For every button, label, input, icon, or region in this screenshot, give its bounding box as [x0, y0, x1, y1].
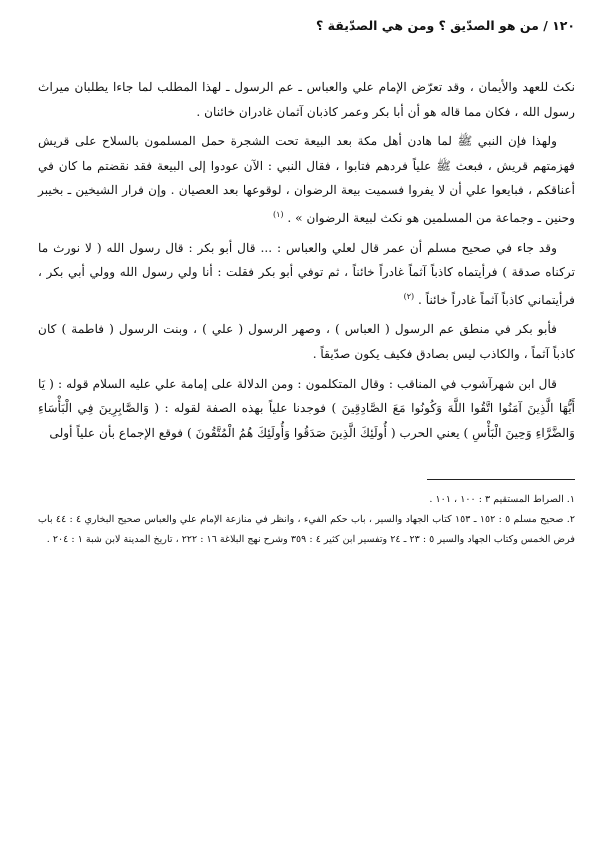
page-header: ١٢٠ / من هو الصدّيق ؟ ومن هي الصدّيقة ؟	[316, 18, 575, 33]
paragraph-2	[38, 129, 575, 230]
paragraph-2-text: ولهذا فإن النبي ﷺ لما هادن أهل مكة بعد البيعة تحت الشجرة حمل المسلمون بالسلاح على قريش فهزمتهم قريش ، فبعث ﷺ علياً فردهم فتابوا ، فقال النبي : الآن عودوا إلى البيعة فقد نقضتم ما كان في أعناقكم ، فبايعوا علي أن لا يفروا فسميت بيعة الرضوان ، لوقوعها بعد العصيان . وإن فرار الشيخين ـ بخيبر وحنين ـ وجماعة من المسلمين هو نكث لبيعة الرضوان » .	[38, 134, 575, 226]
footnote-1: ١. الصراط المستقيم ٣ : ١٠٠ ، ١٠١ .	[429, 494, 575, 506]
footnote-ref-1: (١)	[272, 209, 284, 219]
footnote-divider	[427, 479, 575, 480]
paragraph-3-text: وقد جاء في صحيح مسلم أن عمر قال لعلي والعباس : ... قال أبو بكر : قال رسول الله ( لا نورث ما تركناه صدقة ) فرأيتماه كاذباً آثماً غادراً خائناً ، ثم توفي أبو بكر فقلت : أنا ولي رسول الله وولي أبي بكر ، فرأيتماني كاذباً آثماً غادراً خائناً .	[38, 240, 575, 307]
footnote-ref-2: (٢)	[403, 291, 415, 301]
paragraph-1: نكث للعهد والأيمان ، وقد تعرّض الإمام علي والعباس ـ عم الرسول ـ لهذا المطلب لما جاءا يطلبان ميراث رسول الله ، فكان مما قاله هو أن أبا بكر وعمر كاذبان آثمان غادران خائنان .	[38, 80, 575, 119]
paragraph-5: قال ابن شهرآشوب في المناقب : وقال المتكلمون : ومن الدلالة على إمامة علي عليه السلام قوله : ( يَا أَيُّهَا الَّذِينَ آمَنُوا اتَّقُوا اللَّهَ وَكُونُوا مَعَ الصَّادِقِينَ ) فوجدنا علياً بهذه الصفة لقوله : ( وَالصَّابِرِينَ فِي الْبَأْسَاءِ وَالضَّرَّاءِ وَحِينَ الْبَأْسِ ) يعني الحرب ( أُولَئِكَ الَّذِينَ صَدَقُوا وَأُولَئِكَ هُمُ الْمُتَّقُونَ ) فوقع الإجماع بأن علياً أولى	[38, 376, 575, 440]
paragraph-4: فأبو بكر في منطق عم الرسول ( العباس ) ، وصهر الرسول ( علي ) ، وبنت الرسول ( فاطمة ) كان كاذباً آثماً ، والكاذب ليس بصادق فكيف يكون صدّيقاً .	[38, 322, 575, 362]
footnotes	[38, 490, 575, 550]
footnote-2: ٢. صحيح مسلم ٥ : ١٥٢ ـ ١٥٣ كتاب الجهاد والسير ، باب حكم الفيء ، وانظر في منازعة الإمام علي والعباس صحيح البخاري ٤ : ٤٤ باب فرض الخمس وكتاب الجهاد والسير ٥ : ٢٣ ـ ٢٤ وتفسير ابن كثير ٤ : ٣٥٩ وشرح نهج البلاغة ١٦ : ٢٢٢ ، تاريخ المدينة لابن شبة ١ : ٢٠٤ .	[38, 514, 575, 546]
paragraph-3	[38, 236, 575, 313]
